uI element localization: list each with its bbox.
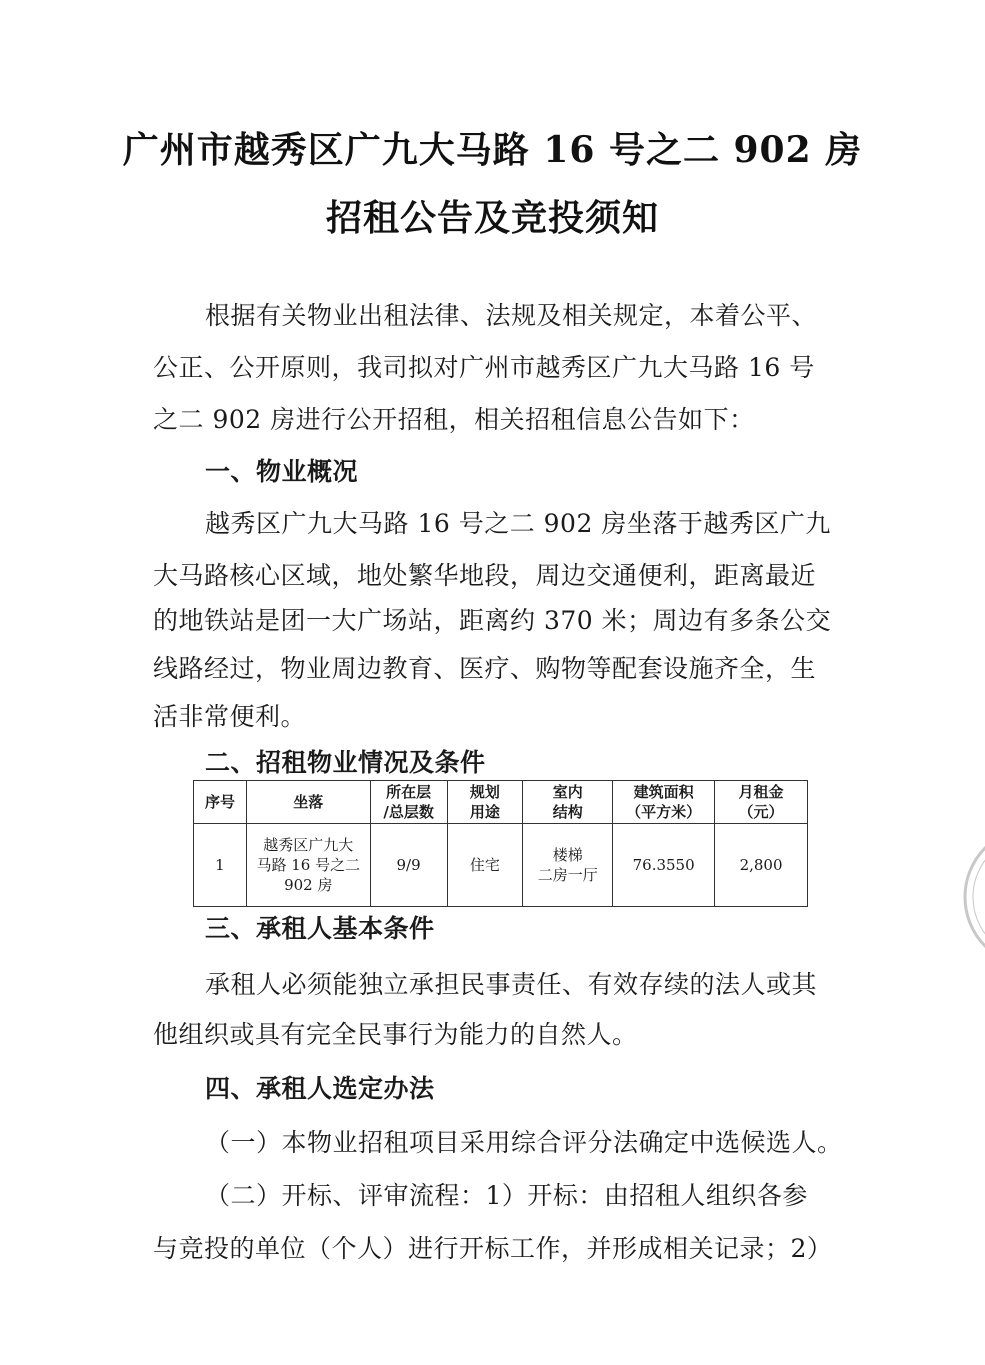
document-title-line-1: 广州市越秀区广九大马路 16 号之二 902 房 bbox=[122, 129, 863, 171]
table-header-row bbox=[194, 781, 808, 824]
table-row bbox=[194, 824, 808, 907]
paragraph-line: （二）开标、评审流程：1）开标：由招租人组织各参 bbox=[205, 1181, 808, 1210]
cell-usage: 住宅 bbox=[447, 824, 523, 907]
cell-floor: 9/9 bbox=[370, 824, 447, 907]
paragraph-line: 越秀区广九大马路 16 号之二 902 房坐落于越秀区广九 bbox=[205, 509, 831, 538]
property-table bbox=[193, 780, 808, 907]
paragraph-line: 大马路核心区域，地处繁华地段，周边交通便利，距离最近 bbox=[153, 561, 817, 590]
cell-no: 1 bbox=[194, 824, 247, 907]
cell-location: 越秀区广九大 马路 16 号之二 902 房 bbox=[246, 824, 370, 907]
header-cell: 规划 用途 bbox=[447, 781, 523, 824]
paragraph-line: （一）本物业招租项目采用综合评分法确定中选候选人。 bbox=[205, 1128, 843, 1157]
header-cell: 室内 结构 bbox=[523, 781, 613, 824]
paragraph-line: 的地铁站是团一大广场站，距离约 370 米；周边有多条公交 bbox=[153, 606, 832, 635]
paragraph-line: 与竞投的单位（个人）进行开标工作，并形成相关记录；2） bbox=[153, 1234, 833, 1263]
header-cell: 所在层 /总层数 bbox=[370, 781, 447, 824]
cell-structure: 楼梯 二房一厅 bbox=[523, 824, 613, 907]
cell-rent: 2,800 bbox=[715, 824, 808, 907]
section-heading-4: 四、承租人选定办法 bbox=[205, 1074, 435, 1103]
section-heading-3: 三、承租人基本条件 bbox=[205, 914, 435, 943]
paragraph-line: 承租人必须能独立承担民事责任、有效存续的法人或其 bbox=[205, 970, 818, 999]
section-heading-1: 一、物业概况 bbox=[205, 457, 359, 486]
header-cell: 坐落 bbox=[246, 781, 370, 824]
header-cell: 月租金 （元） bbox=[715, 781, 808, 824]
paragraph-line: 活非常便利。 bbox=[153, 702, 307, 731]
official-seal-stamp bbox=[940, 822, 985, 972]
document-title-line-2: 招租公告及竞投须知 bbox=[325, 197, 659, 239]
header-cell: 建筑面积 （平方米） bbox=[613, 781, 715, 824]
paragraph-line: 他组织或具有完全民事行为能力的自然人。 bbox=[153, 1020, 638, 1049]
section-heading-2: 二、招租物业情况及条件 bbox=[205, 748, 486, 777]
intro-line: 公正、公开原则，我司拟对广州市越秀区广九大马路 16 号 bbox=[153, 353, 815, 382]
intro-line: 根据有关物业出租法律、法规及相关规定，本着公平、 bbox=[205, 301, 818, 330]
paragraph-line: 线路经过，物业周边教育、医疗、购物等配套设施齐全，生 bbox=[153, 654, 817, 683]
cell-area: 76.3550 bbox=[613, 824, 715, 907]
intro-line: 之二 902 房进行公开招租，相关招租信息公告如下： bbox=[153, 405, 755, 434]
header-cell: 序号 bbox=[194, 781, 247, 824]
